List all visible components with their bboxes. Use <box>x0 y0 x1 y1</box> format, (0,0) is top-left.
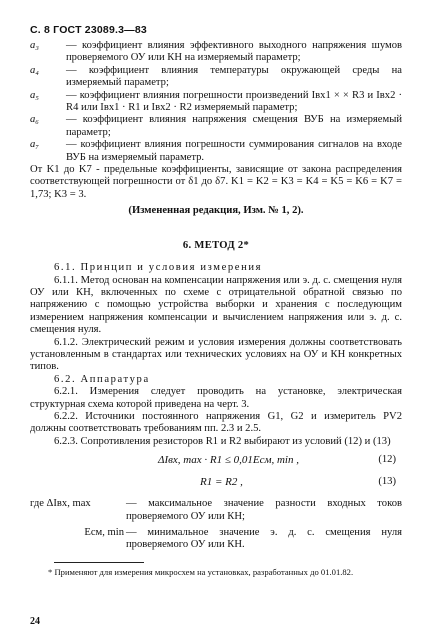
definition-text: — коэффициент влияния погрешности суммирования сигналов на входе ВУБ на измеряемый параметр. <box>66 139 402 163</box>
formula-number: (13) <box>378 476 396 488</box>
definition-a7 <box>30 139 402 164</box>
where-item-delta-i <box>30 498 402 523</box>
definition-text: — коэффициент влияния напряжения смещения ВУБ на измеряемый параметр; <box>66 114 402 138</box>
formula-expression: R1 = R2 , <box>200 476 243 489</box>
definition-a3 <box>30 40 402 65</box>
definition-a4 <box>30 65 402 90</box>
definition-symbol: a₆ <box>30 114 39 126</box>
formula-number: (12) <box>378 454 396 466</box>
definition-text: — коэффициент влияния погрешности произведений Iвх1 × × R3 и Iвх2 · R4 или Iвх1 · R1 и Iвх2 · R2 измеряемый параметр; <box>66 89 402 114</box>
definition-symbol: a₇ <box>30 139 39 151</box>
definition-a6 <box>30 114 402 139</box>
formula-expression: ΔIвх, max · R1 ≤ 0,01Eсм, min , <box>158 454 299 467</box>
paragraph-6-2-2: 6.2.2. Источники постоянного напряжения G1, G2 и измеритель PV2 должны соответствовать требованиям пп. 2.3 и 2.5. <box>30 410 402 435</box>
coefficients-note: От K1 до K7 - предельные коэффициенты, зависящие от закона распределения соответствующей погрешности от δ1 до δ7. K1 = K2 = K3 = K4 = K5 = K6 = K7 = 1,73; K3 = 3. <box>30 164 402 200</box>
paragraph-6-2-heading: 6.2. Аппаратура <box>54 373 150 385</box>
where-label: где ΔIвх, max <box>30 498 91 510</box>
definition-symbol: a₄ <box>30 64 39 76</box>
page-number: 24 <box>30 616 40 627</box>
paragraph-6-2-3: 6.2.3. Сопротивления резисторов R1 и R2 выбирают из условий (12) и (13) <box>54 435 391 447</box>
definition-symbol: a₅ <box>30 89 39 101</box>
paragraph-6-2-1: 6.2.1. Измерения следует проводить на установке, электрическая структурная схема которой приведена на черт. 3. <box>30 386 402 410</box>
page-header: С. 8 ГОСТ 23089.3—83 <box>30 24 147 36</box>
formula-12 <box>30 452 402 470</box>
where-item-e-sm <box>30 527 402 552</box>
paragraph-6-1-2: 6.1.2. Электрический режим и условия измерения должны соответствовать установленным в стандартах или технических условиях на ОУ и КН конкретных типов. <box>30 336 402 373</box>
paragraph-6-1-heading: 6.1. Принцип и условия измерения <box>54 262 263 274</box>
definition-text: — коэффициент влияния эффективного выходного напряжения шумов проверяемого ОУ или КН на измеряемый параметр; <box>66 40 402 64</box>
section-title: 6. МЕТОД 2* <box>182 239 250 251</box>
definition-text: — коэффициент влияния температуры окружающей среды на измеряемый параметр; <box>66 64 402 89</box>
document-body <box>30 40 402 577</box>
footnote: * Применяют для измерения микросхем на установках, разработанных до 01.01.82. <box>48 566 354 577</box>
where-text: — максимальное значение разности входных токов проверяемого ОУ или КН; <box>126 498 402 522</box>
where-label: Eсм, min <box>84 527 124 538</box>
definition-symbol: a₃ <box>30 40 39 51</box>
where-text: — минимальное значение э. д. с. смещения нуля проверяемого ОУ или КН. <box>126 527 402 551</box>
definition-a5 <box>30 90 402 115</box>
paragraph-6-1-1: 6.1.1. Метод основан на компенсации напряжения или э. д. с. смещения нуля ОУ или КН, включенных по схеме с отрицательной обратной связью по напряжению с помощью устройства выборки и хранения с последующим измерением напряжения компенсации и вычислением напряжения или э. д. с. смещения нуля. <box>30 274 402 336</box>
amendment-note: (Измененная редакция, Изм. № 1, 2). <box>128 205 304 217</box>
formula-13 <box>30 474 402 492</box>
footnote-divider <box>54 562 144 563</box>
